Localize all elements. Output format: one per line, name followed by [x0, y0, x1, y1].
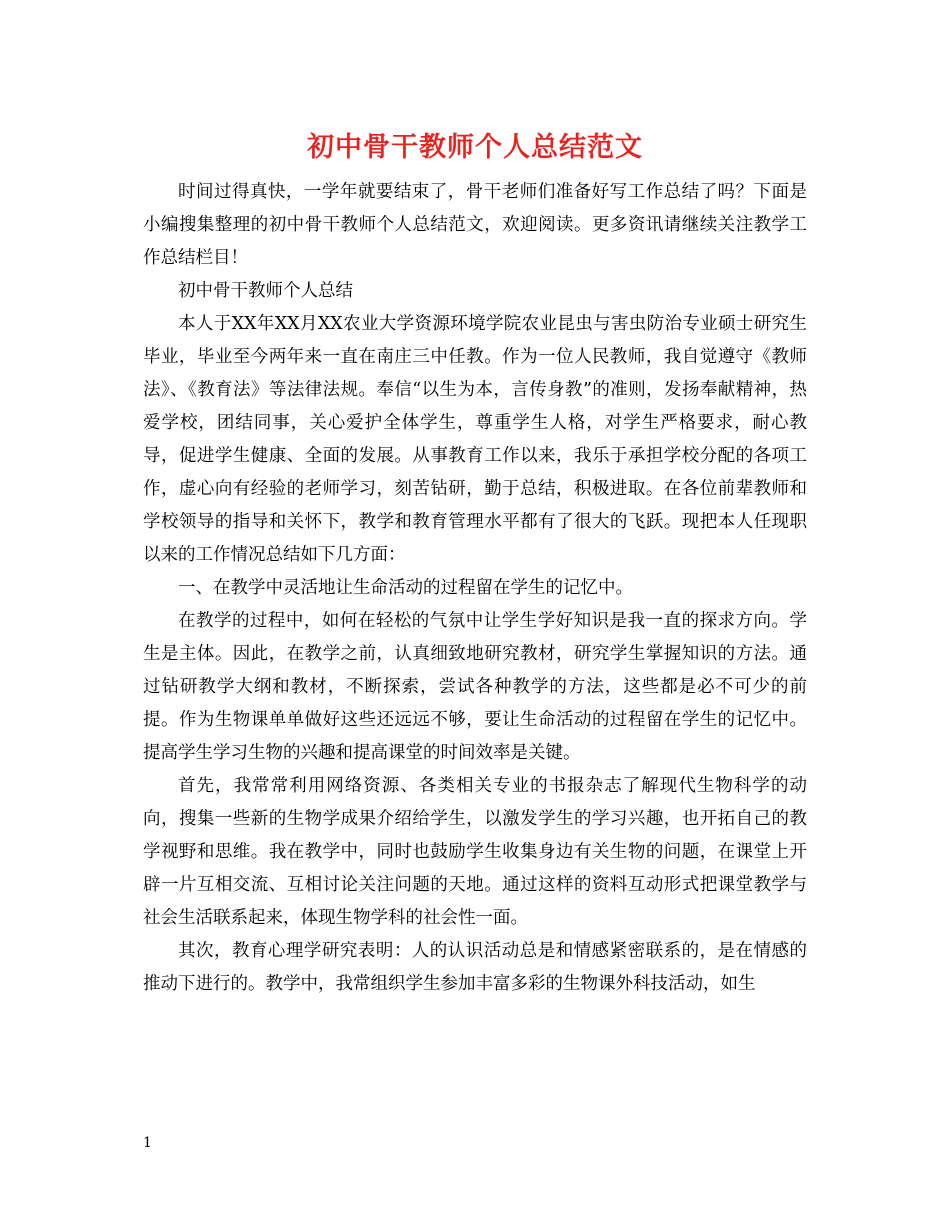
paragraph-section-heading: 一、在教学中灵活地让生命活动的过程留在学生的记忆中。: [178, 578, 633, 598]
paragraph-subtitle: 初中骨干教师个人总结: [178, 281, 353, 301]
document-body: [143, 176, 807, 1001]
page-number: 1: [143, 1135, 152, 1151]
paragraph-first: 首先，我常常利用网络资源、各类相关专业的书报杂志了解现代生物科学的动向，搜集一些新的生物学成果介绍给学生，以激发学生的学习兴趣，也开拓自己的教学视野和思维。我在教学中，同时也鼓励学生收集身边有关生物的问题，在课堂上开辟一片互相交流、互相讨论关注问题的天地。通过这样的资料互动形式把课堂教学与社会生活联系起来，体现生物学科的社会性一面。: [143, 776, 807, 928]
paragraph-background: 本人于XX年XX月XX农业大学资源环境学院农业昆虫与害虫防治专业硕士研究生毕业，毕业至今两年来一直在南庄三中任教。作为一位人民教师，我自觉遵守《教师法》、《教育法》等法律法规。奉信“以生为本，言传身教”的准则，发扬奉献精神，热爱学校，团结同事，关心爱护全体学生，尊重学生人格，对学生严格要求，耐心教导，促进学生健康、全面的发展。从事教育工作以来，我乐于承担学校分配的各项工作，虚心向有经验的老师学习，刻苦钻研，勤于总结，积极进取。在各位前辈教师和学校领导的指导和关怀下，教学和教育管理水平都有了很大的飞跃。现把本人任现职以来的工作情况总结如下几方面：: [143, 314, 807, 565]
paragraph-second: 其次，教育心理学研究表明：人的认识活动总是和情感紧密联系的，是在情感的推动下进行的。教学中，我常组织学生参加丰富多彩的生物课外科技活动，如生: [143, 941, 807, 994]
document-title: 初中骨干教师个人总结范文: [307, 132, 643, 163]
paragraph-teaching-process: 在教学的过程中，如何在轻松的气氛中让学生学好知识是我一直的探求方向。学生是主体。因此，在教学之前，认真细致地研究教材，研究学生掌握知识的方法。通过钻研教学大纲和教材，不断探索，尝试各种教学的方法，这些都是必不可少的前提。作为生物课单单做好这些还远远不够，要让生命活动的过程留在学生的记忆中。提高学生学习生物的兴趣和提高课堂的时间效率是关键。: [143, 611, 807, 763]
paragraph-intro: 时间过得真快，一学年就要结束了，骨干老师们准备好写工作总结了吗？下面是小编搜集整理的初中骨干教师个人总结范文，欢迎阅读。更多资讯请继续关注教学工作总结栏目！: [143, 182, 807, 268]
